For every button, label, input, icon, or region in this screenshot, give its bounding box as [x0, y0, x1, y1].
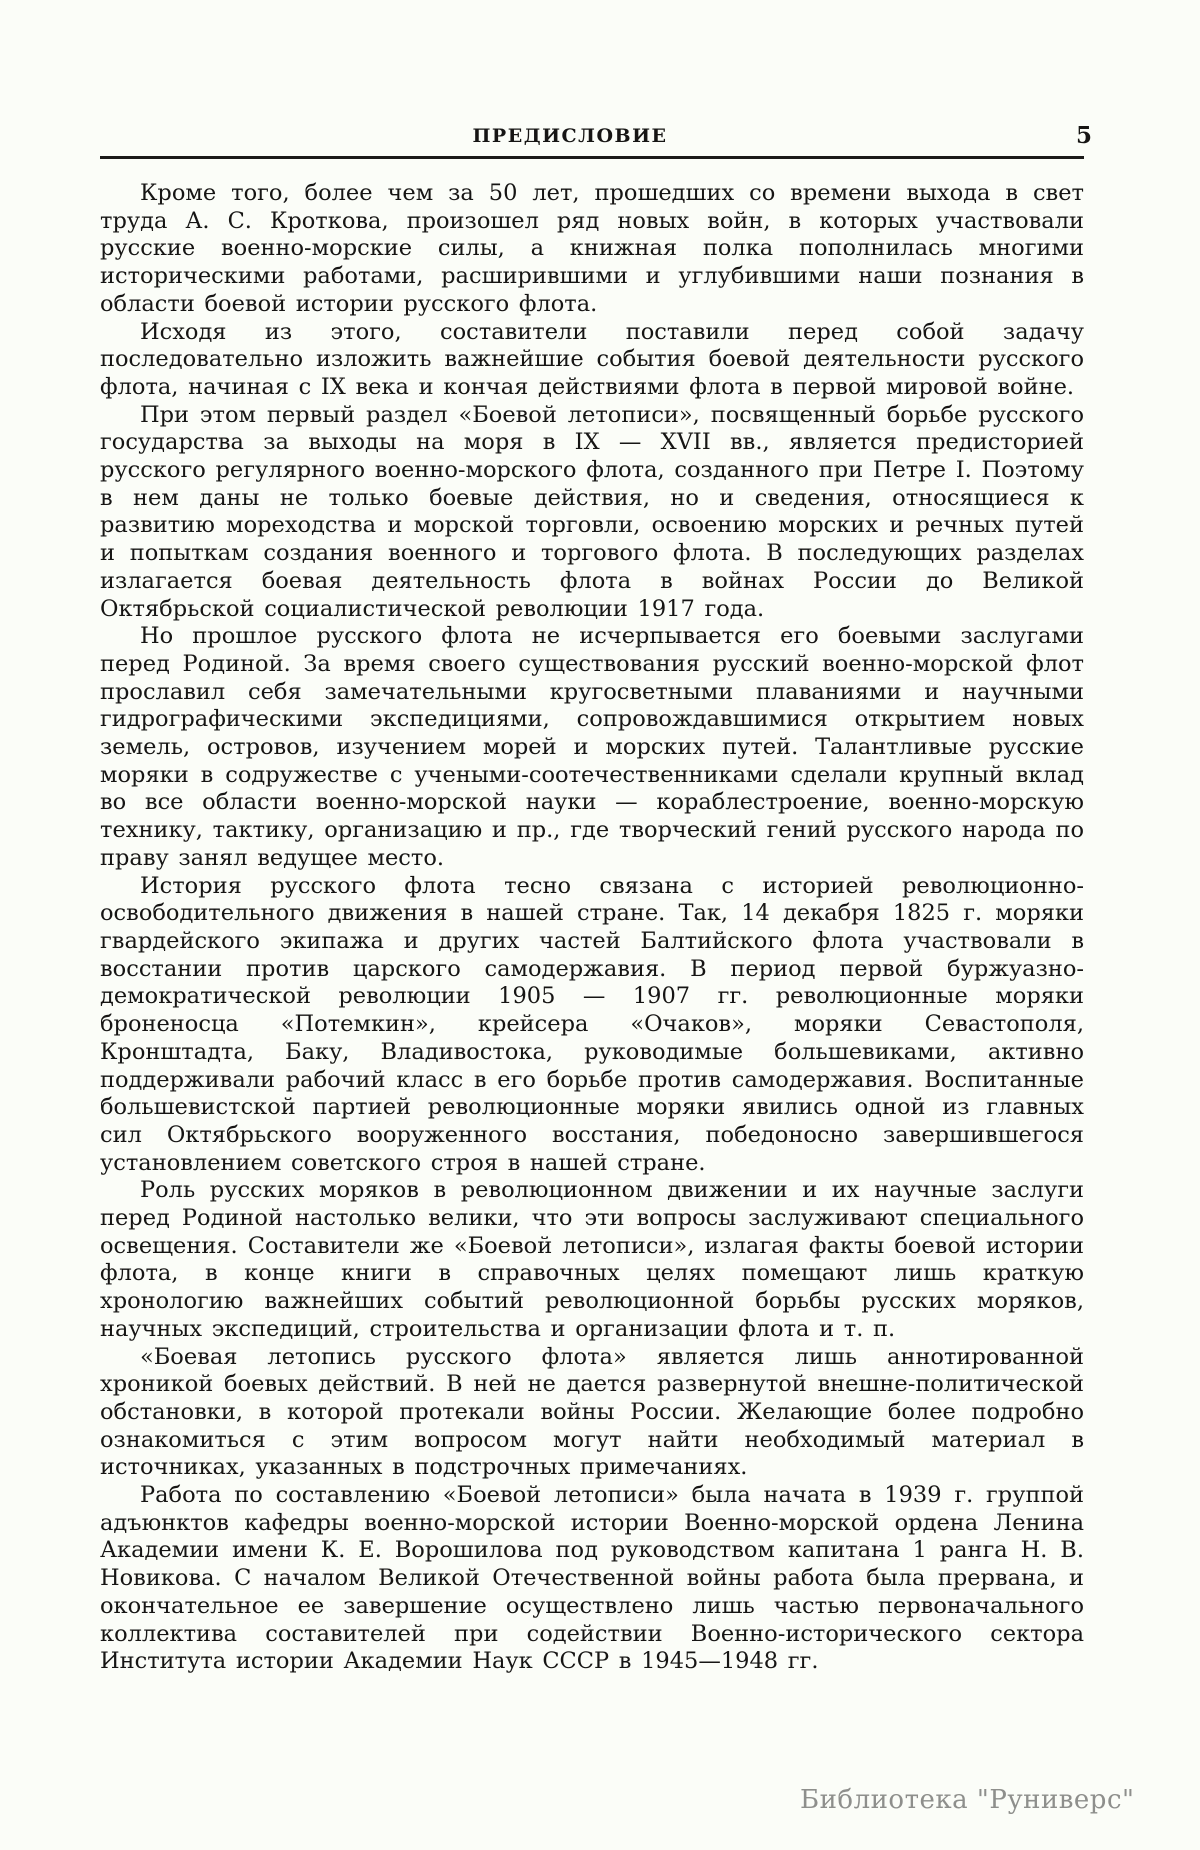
- paragraph: Кроме того, более чем за 50 лет, прошедших со времени выхода в свет труда А. С. Кроткова, произошел ряд новых войн, в которых участвовали русские военно-морские силы, а книжная полка пополнилась многими историческими работами, расширившими и углубившими наши познания в области боевой истории русского флота.: [100, 180, 1084, 317]
- paragraph: История русского флота тесно связана с историей революционно-освободительного движения в нашей стране. Так, 14 декабря 1825 г. моряки гвардейского экипажа и других частей Балтийского флота участвовали в восстании против царского самодержавия. В период первой буржуазно-демократической революции 1905 — 1907 гг. революционные моряки броненосца «Потемкин», крейсера «Очаков», моряки Севастополя, Кронштадта, Баку, Владивостока, руководимые большевиками, активно поддерживали рабочий класс в его борьбе против самодержавия. Воспитанные большевистской партией революционные моряки явились одной из главных сил Октябрьского вооруженного восстания, победоносно завершившегося установлением советского строя в нашей стране.: [100, 872, 1084, 1176]
- paragraph: «Боевая летопись русского флота» является лишь аннотированной хроникой боевых действий. В ней не дается развернутой внешне-политической обстановки, в которой протекали войны России. Желающие более подробно ознакомиться с этим вопросом могут найти необходимый материал в источниках, указанных в подстрочных примечаниях.: [100, 1343, 1084, 1481]
- header-rule: [100, 156, 1084, 159]
- page-number: 5: [1075, 122, 1092, 149]
- paragraph: Работа по составлению «Боевой летописи» была начата в 1939 г. группой адъюнктов кафедры военно-морской истории Военно-морской ордена Ленина Академии имени К. Е. Ворошилова под руководством капитана 1 ранга Н. В. Новикова. С началом Великой Отечественной войны работа была прервана, и окончательное ее завершение осуществлено лишь частью первоначального коллектива составителей при содействии Военно-исторического сектора Института истории Академии Наук СССР в 1945—1948 гг.: [100, 1482, 1084, 1675]
- library-watermark: Библиотека "Руниверс": [800, 1785, 1135, 1815]
- body-text: [100, 180, 1084, 1676]
- paragraph: При этом первый раздел «Боевой летописи», посвященный борьбе русского государства за выходы на моря в IX — XVII вв., является предисторией русского регулярного военно-морского флота, созданного при Петре I. Поэтому в нем даны не только боевые действия, но и сведения, относящиеся к развитию мореходства и морской торговли, освоению морских и речных путей и попыткам создания военного и торгового флота. В последующих разделах излагается боевая деятельность флота в войнах России до Великой Октябрьской социалистической революции 1917 года.: [100, 401, 1084, 622]
- paragraph: Роль русских моряков в революционном движении и их научные заслуги перед Родиной настолько велики, что эти вопросы заслуживают специального освещения. Составители же «Боевой летописи», излагая факты боевой истории флота, в конце книги в справочных целях помещают лишь краткую хронологию важнейших событий революционной борьбы русских моряков, научных экспедиций, строительства и организации флота и т. п.: [100, 1177, 1084, 1342]
- paragraph: Исходя из этого, составители поставили перед собой задачу последовательно изложить важнейшие события боевой деятельности русского флота, начиная с IX века и кончая действиями флота в первой мировой войне.: [100, 318, 1084, 400]
- paragraph: Но прошлое русского флота не исчерпывается его боевыми заслугами перед Родиной. За время своего существования русский военно-морской флот прославил себя замечательными кругосветными плаваниями и научными гидрографическими экспедициями, сопровождавшимися открытием новых земель, островов, изучением морей и морских путей. Талантливые русские моряки в содружестве с учеными-соотечественниками сделали крупный вклад во все области военно-морской науки — кораблестроение, военно-морскую технику, тактику, организацию и пр., где творческий гений русского народа по праву занял ведущее место.: [100, 623, 1084, 871]
- running-title: ПРЕДИСЛОВИЕ: [472, 125, 668, 147]
